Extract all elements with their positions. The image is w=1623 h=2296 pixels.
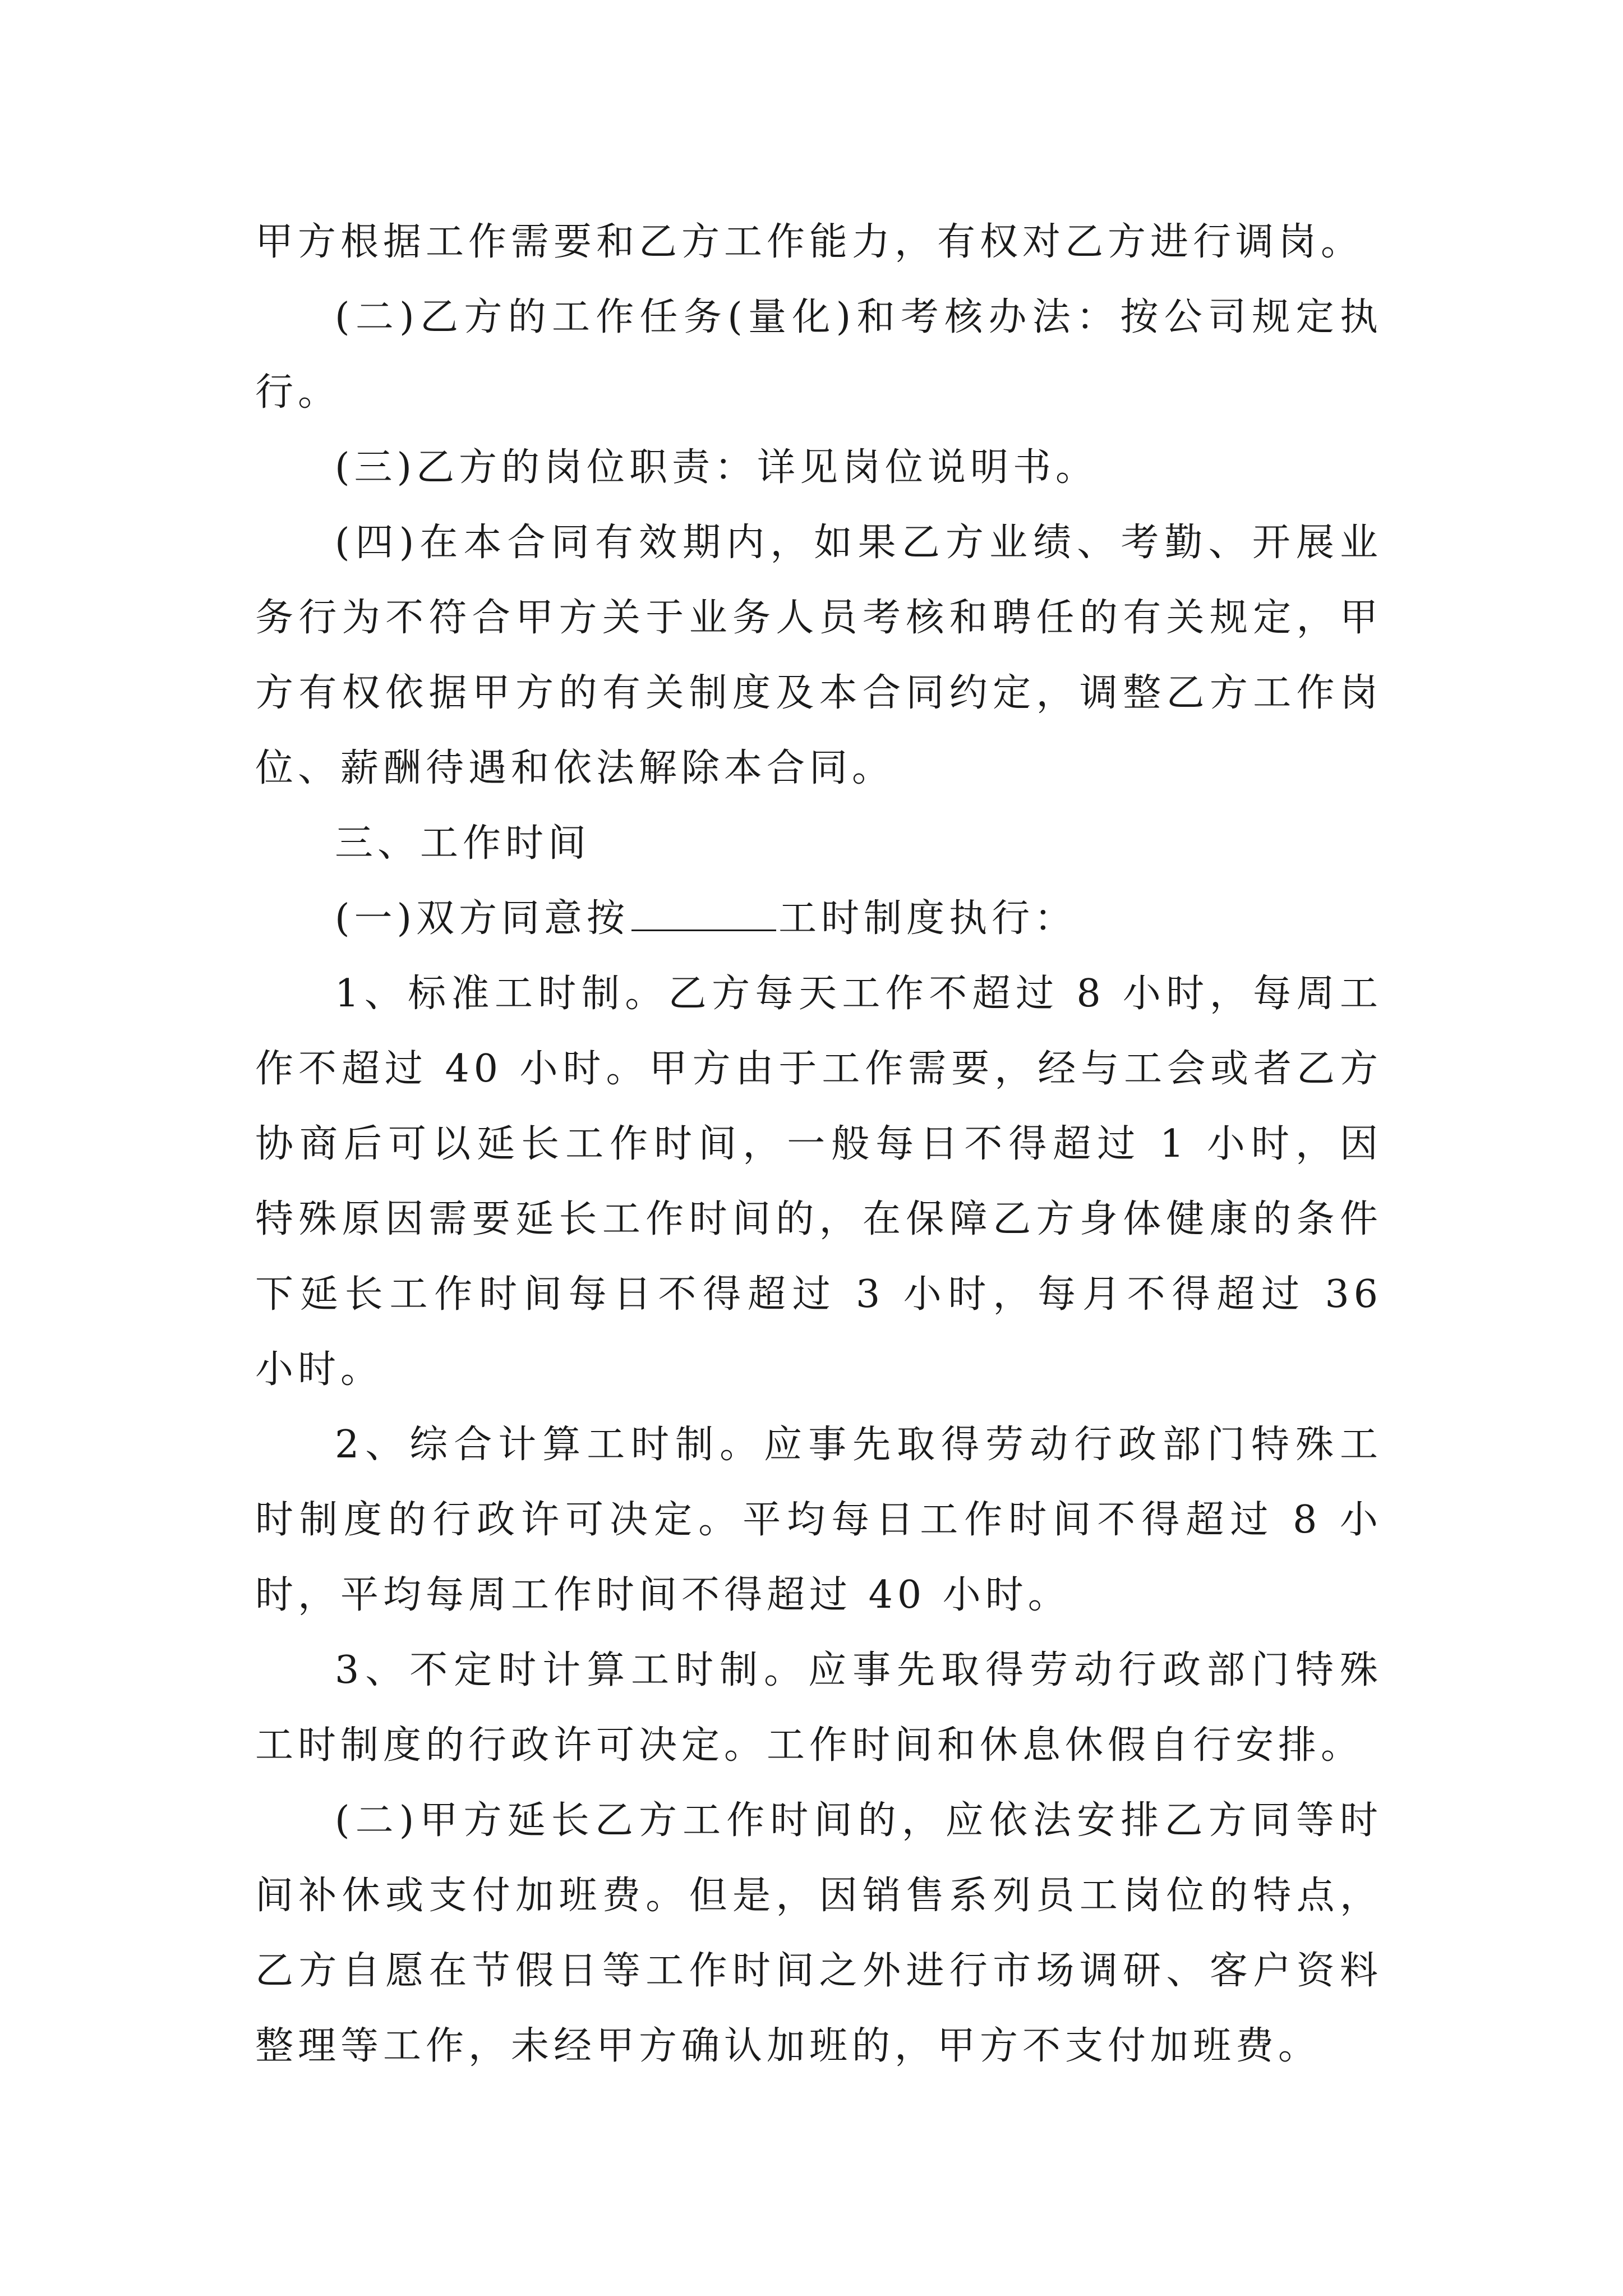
hours-system-text-after: 工时制度执行：	[778, 896, 1077, 941]
paragraph-job-transfer: 甲方根据工作需要和乙方工作能力，有权对乙方进行调岗。	[255, 220, 1364, 264]
paragraph-hours-system-agreement	[255, 881, 1382, 956]
paragraph-standard-hours: 1、标准工时制。乙方每天工作不超过 8 小时，每周工作不超过 40 小时。甲方由于工作需要，经与工会或者乙方协商后可以延长工作时间，一般每日不得超过 1 小时，因特殊原因需要延长工作时间的，在保障乙方身体健康的条件下延长工作时间每日不得超过 3 小时，每月不得超过 36 小时。	[255, 972, 1382, 1392]
paragraph-performance-adjustment: (四)在本合同有效期内，如果乙方业绩、考勤、开展业务行为不符合甲方关于业务人员考核和聘任的有关规定，甲方有权依据甲方的有关制度及本合同约定，调整乙方工作岗位、薪酬待遇和依法解除本合同。	[255, 521, 1382, 790]
paragraph-comprehensive-hours: 2、综合计算工时制。应事先取得劳动行政部门特殊工时制度的行政许可决定。平均每日工作时间不得超过 8 小时，平均每周工作时间不得超过 40 小时。	[255, 1423, 1382, 1617]
paragraph-flexible-hours: 3、不定时计算工时制。应事先取得劳动行政部门特殊工时制度的行政许可决定。工作时间和休息休假自行安排。	[255, 1648, 1382, 1768]
paragraph-overtime: (二)甲方延长乙方工作时间的，应依法安排乙方同等时间补休或支付加班费。但是，因销售系列员工岗位的特点，乙方自愿在节假日等工作时间之外进行市场调研、客户资料整理等工作，未经甲方确认加班的，甲方不支付加班费。	[255, 1798, 1382, 2068]
section-heading-working-hours: 三、工作时间	[335, 821, 591, 866]
paragraph-task-assessment: (二)乙方的工作任务(量化)和考核办法：按公司规定执行。	[255, 295, 1382, 415]
hours-system-blank-field	[631, 896, 776, 931]
paragraph-job-duties: (三)乙方的岗位职责：详见岗位说明书。	[335, 445, 1099, 490]
document-body	[255, 205, 1382, 2084]
hours-system-text-before: (一)双方同意按	[335, 896, 630, 941]
